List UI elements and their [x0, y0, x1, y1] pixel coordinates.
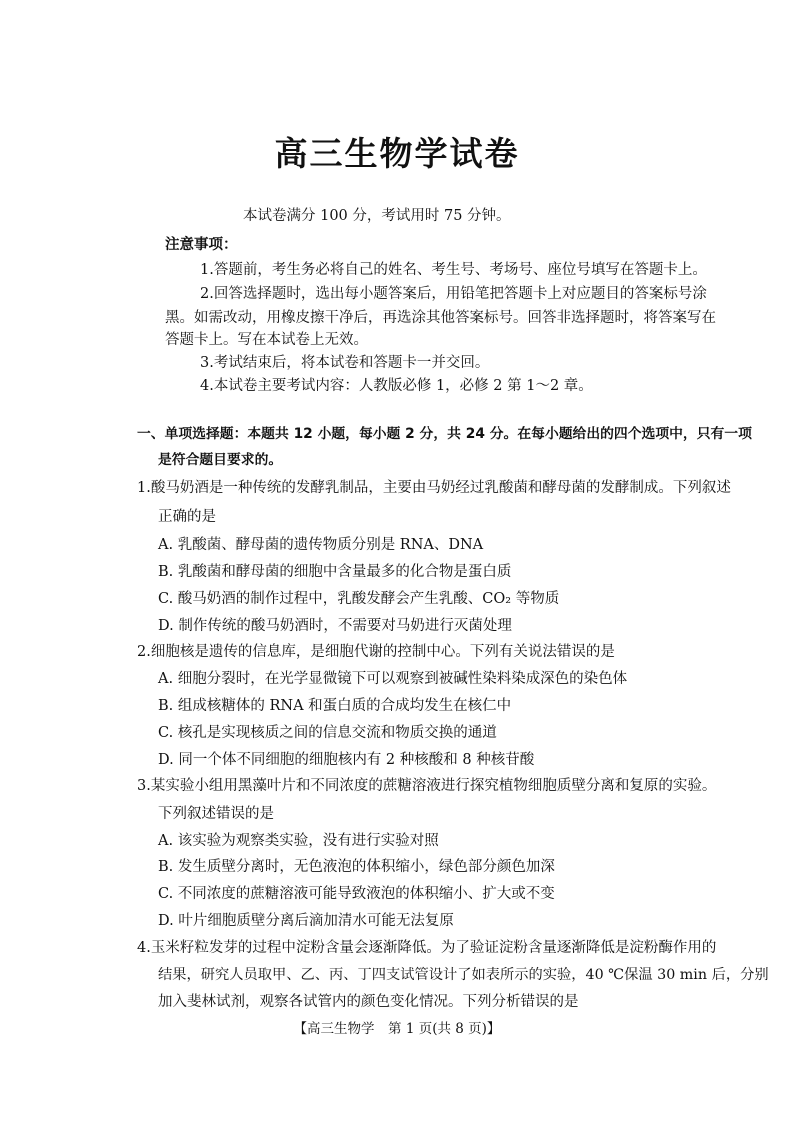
notice-line: 3.考试结束后，将本试卷和答题卡一并交回。: [200, 355, 490, 371]
section-heading-cont: 是符合题目要求的。: [158, 452, 283, 468]
notice-heading: 注意事项：: [165, 237, 238, 253]
page-footer: 【高三生物学 第 1 页(共 8 页)】: [293, 1021, 501, 1037]
question-4-stem-cont: 结果，研究人员取甲、乙、丙、丁四支试管设计了如表所示的实验，40 ℃保温 30 min 后，分别: [158, 967, 769, 983]
question-1-stem-cont: 正确的是: [158, 509, 216, 525]
exam-intro: 本试卷满分 100 分，考试用时 75 分钟。: [243, 208, 511, 224]
notice-line: 1.答题前，考生务必将自己的姓名、考生号、考场号、座位号填写在答题卡上。: [200, 262, 707, 278]
question-3-option-c: C. 不同浓度的蔗糖溶液可能导致液泡的体积缩小、扩大或不变: [158, 886, 555, 902]
question-4-stem-cont: 加入斐林试剂，观察各试管内的颜色变化情况。下列分析错误的是: [158, 994, 579, 1010]
page-title: 高三生物学试卷: [274, 134, 520, 173]
question-1-stem: 1.酸马奶酒是一种传统的发酵乳制品，主要由马奶经过乳酸菌和酵母菌的发酵制成。下列叙述: [137, 480, 731, 496]
question-3-option-d: D. 叶片细胞质壁分离后滴加清水可能无法复原: [158, 913, 454, 929]
question-1-option-a: A. 乳酸菌、酵母菌的遗传物质分别是 RNA、DNA: [158, 537, 484, 553]
question-1-option-b: B. 乳酸菌和酵母菌的细胞中含量最多的化合物是蛋白质: [158, 564, 512, 580]
notice-line: 2.回答选择题时，选出每小题答案后，用铅笔把答题卡上对应题目的答案标号涂: [200, 286, 707, 302]
question-2-stem: 2.细胞核是遗传的信息库，是细胞代谢的控制中心。下列有关说法错误的是: [137, 644, 615, 660]
question-1-option-c: C. 酸马奶酒的制作过程中，乳酸发酵会产生乳酸、CO₂ 等物质: [158, 591, 560, 607]
notice-line: 答题卡上。写在本试卷上无效。: [165, 332, 368, 348]
question-4-stem: 4.玉米籽粒发芽的过程中淀粉含量会逐渐降低。为了验证淀粉含量逐渐降低是淀粉酶作用的: [137, 940, 717, 956]
section-heading: 一、单项选择题：本题共 12 小题，每小题 2 分，共 24 分。在每小题给出的四个选项中，只有一项: [137, 426, 752, 442]
question-3-option-b: B. 发生质壁分离时，无色液泡的体积缩小，绿色部分颜色加深: [158, 859, 555, 875]
question-2-option-c: C. 核孔是实现核质之间的信息交流和物质交换的通道: [158, 725, 497, 741]
notice-line: 黑。如需改动，用橡皮擦干净后，再选涂其他答案标号。回答非选择题时，将答案写在: [165, 310, 716, 326]
question-3-stem-cont: 下列叙述错误的是: [158, 806, 274, 822]
question-2-option-a: A. 细胞分裂时，在光学显微镜下可以观察到被碱性染料染成深色的染色体: [158, 671, 628, 687]
question-2-option-b: B. 组成核糖体的 RNA 和蛋白质的合成均发生在核仁中: [158, 698, 512, 714]
question-3-stem: 3.某实验小组用黑藻叶片和不同浓度的蔗糖溶液进行探究植物细胞质壁分离和复原的实验。: [137, 778, 717, 794]
question-2-option-d: D. 同一个体不同细胞的细胞核内有 2 种核酸和 8 种核苷酸: [158, 752, 535, 768]
question-1-option-d: D. 制作传统的酸马奶酒时，不需要对马奶进行灭菌处理: [158, 618, 512, 634]
notice-line: 4.本试卷主要考试内容：人教版必修 1，必修 2 第 1～2 章。: [200, 378, 593, 394]
question-3-option-a: A. 该实验为观察类实验，没有进行实验对照: [158, 833, 439, 849]
